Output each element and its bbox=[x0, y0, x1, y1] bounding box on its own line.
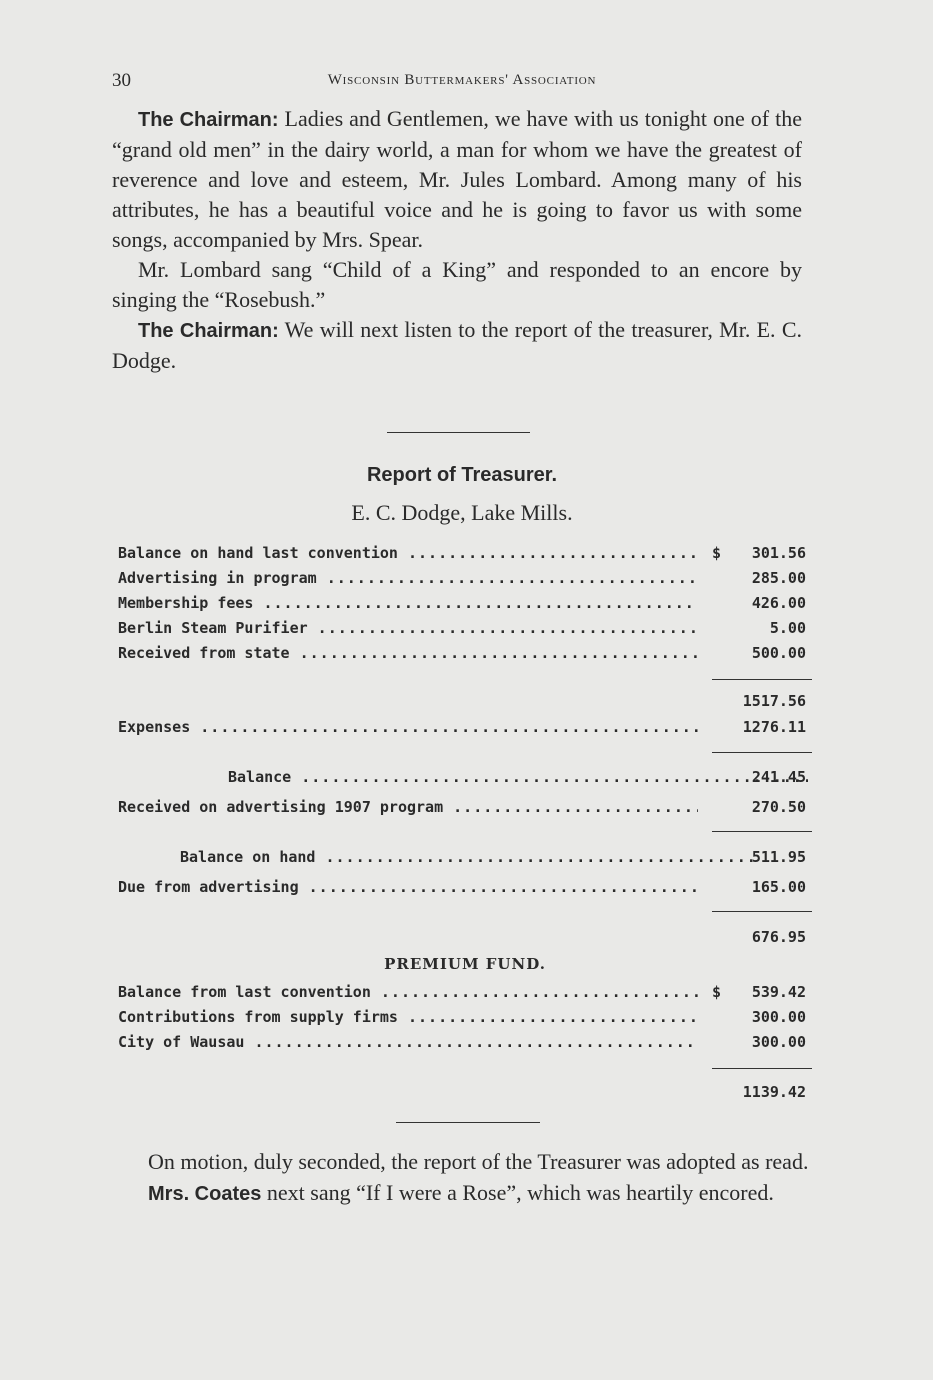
ledger-row bbox=[118, 718, 812, 740]
premium-fund-total: 1139.42 bbox=[742, 1083, 806, 1101]
dollar-sign: $ bbox=[712, 983, 722, 1001]
ledger-row bbox=[118, 768, 812, 790]
ledger-amount: 301.56 bbox=[751, 544, 806, 562]
ledger-row bbox=[118, 983, 812, 1005]
ledger-label: Balance ..... bbox=[118, 768, 808, 786]
subtotal-rule bbox=[712, 679, 812, 680]
ledger-row bbox=[118, 644, 812, 666]
ledger-label: Balance on hand last convention ..... bbox=[118, 544, 698, 562]
ledger-label: Expenses ..... bbox=[118, 718, 698, 736]
ledger-amount: 300.00 bbox=[751, 1008, 806, 1026]
ledger-label: City of Wausau ..... bbox=[118, 1033, 698, 1051]
ledger-label: Berlin Steam Purifier ..... bbox=[118, 619, 698, 637]
ledger-label: Received from state ..... bbox=[118, 644, 698, 662]
ledger-amount: 5.00 bbox=[769, 619, 806, 637]
lombard-song-paragraph: Mr. Lombard sang “Child of a King” and responded to an encore by singing the “Rosebush.” bbox=[112, 257, 802, 312]
ledger-amount: 165.00 bbox=[751, 878, 806, 896]
ledger-label: Due from advertising ..... bbox=[118, 878, 698, 896]
report-title: Report of Treasurer. bbox=[366, 464, 558, 486]
ledger-amount: 500.00 bbox=[751, 644, 806, 662]
receipts-total: 1517.56 bbox=[742, 692, 806, 710]
section-divider bbox=[396, 1122, 540, 1123]
ledger-row bbox=[118, 798, 812, 820]
chairman-remarks-paragraph bbox=[112, 104, 802, 255]
ledger-row bbox=[118, 1033, 812, 1055]
closing-section bbox=[124, 1146, 814, 1210]
ledger-row bbox=[118, 544, 812, 566]
page-number: 30 bbox=[112, 70, 131, 91]
ledger-label: Contributions from supply firms ..... bbox=[118, 1008, 698, 1026]
ledger-label: Received on advertising 1907 program ..... bbox=[118, 798, 698, 816]
ledger-label: Balance from last convention ..... bbox=[118, 983, 698, 1001]
paragraph-text: We will next listen to the report of the treasurer, Mr. E. C. Dodge. bbox=[112, 317, 802, 373]
ledger-amount: 426.00 bbox=[751, 594, 806, 612]
premium-fund-heading: PREMIUM FUND. bbox=[384, 955, 546, 973]
performer-name: Mrs. Coates bbox=[148, 1183, 262, 1205]
ledger-row bbox=[118, 848, 812, 870]
ledger-amount: 270.50 bbox=[751, 798, 806, 816]
paragraph-text: Ladies and Gentlemen, we have with us tonight one of the “grand old men” in the dairy world, a man for whom we have the greatest of reverence and love and esteem, Mr. Jules Lombard. Among many of his attributes, he has a beautiful voice and he is going to favor us with some songs, accompanied by Mrs. Spear. bbox=[112, 106, 802, 252]
running-head: Wisconsin Buttermakers' Association bbox=[327, 72, 597, 88]
ledger-label: Membership fees ..... bbox=[118, 594, 698, 612]
ledger-amount: 511.95 bbox=[751, 848, 806, 866]
subtotal-rule bbox=[712, 1068, 812, 1069]
ledger-row bbox=[118, 619, 812, 641]
treasurer-intro-paragraph bbox=[112, 315, 802, 376]
ledger-row bbox=[118, 878, 812, 900]
subtotal-rule bbox=[712, 752, 812, 753]
subtotal-rule bbox=[712, 831, 812, 832]
intro-section bbox=[112, 104, 802, 376]
subtotal-rule bbox=[712, 911, 812, 912]
section-divider bbox=[387, 432, 530, 433]
ledger-total-row bbox=[118, 928, 812, 950]
ledger-amount: 241.45 bbox=[751, 768, 806, 786]
coates-song-paragraph bbox=[124, 1177, 814, 1210]
ledger-total-row bbox=[118, 692, 812, 714]
report-subtitle: E. C. Dodge, Lake Mills. bbox=[351, 500, 573, 525]
ledger-label: Advertising in program ..... bbox=[118, 569, 698, 587]
ledger-label: Balance on hand ..... bbox=[118, 848, 760, 866]
speaker-label: The Chairman: bbox=[138, 320, 279, 342]
paragraph-text: next sang “If I were a Rose”, which was heartily encored. bbox=[261, 1180, 774, 1205]
ledger-amount: 1276.11 bbox=[742, 718, 806, 736]
dollar-sign: $ bbox=[712, 544, 722, 562]
ledger-row bbox=[118, 1008, 812, 1030]
page-header bbox=[112, 70, 812, 96]
speaker-label: The Chairman: bbox=[138, 109, 279, 131]
ledger-row bbox=[118, 594, 812, 616]
grand-total: 676.95 bbox=[751, 928, 806, 946]
ledger-amount: 300.00 bbox=[751, 1033, 806, 1051]
ledger-amount: 539.42 bbox=[751, 983, 806, 1001]
motion-paragraph: On motion, duly seconded, the report of the Treasurer was adopted as read. bbox=[148, 1149, 809, 1174]
ledger-total-row bbox=[118, 1083, 812, 1105]
ledger-amount: 285.00 bbox=[751, 569, 806, 587]
ledger-row bbox=[118, 569, 812, 591]
